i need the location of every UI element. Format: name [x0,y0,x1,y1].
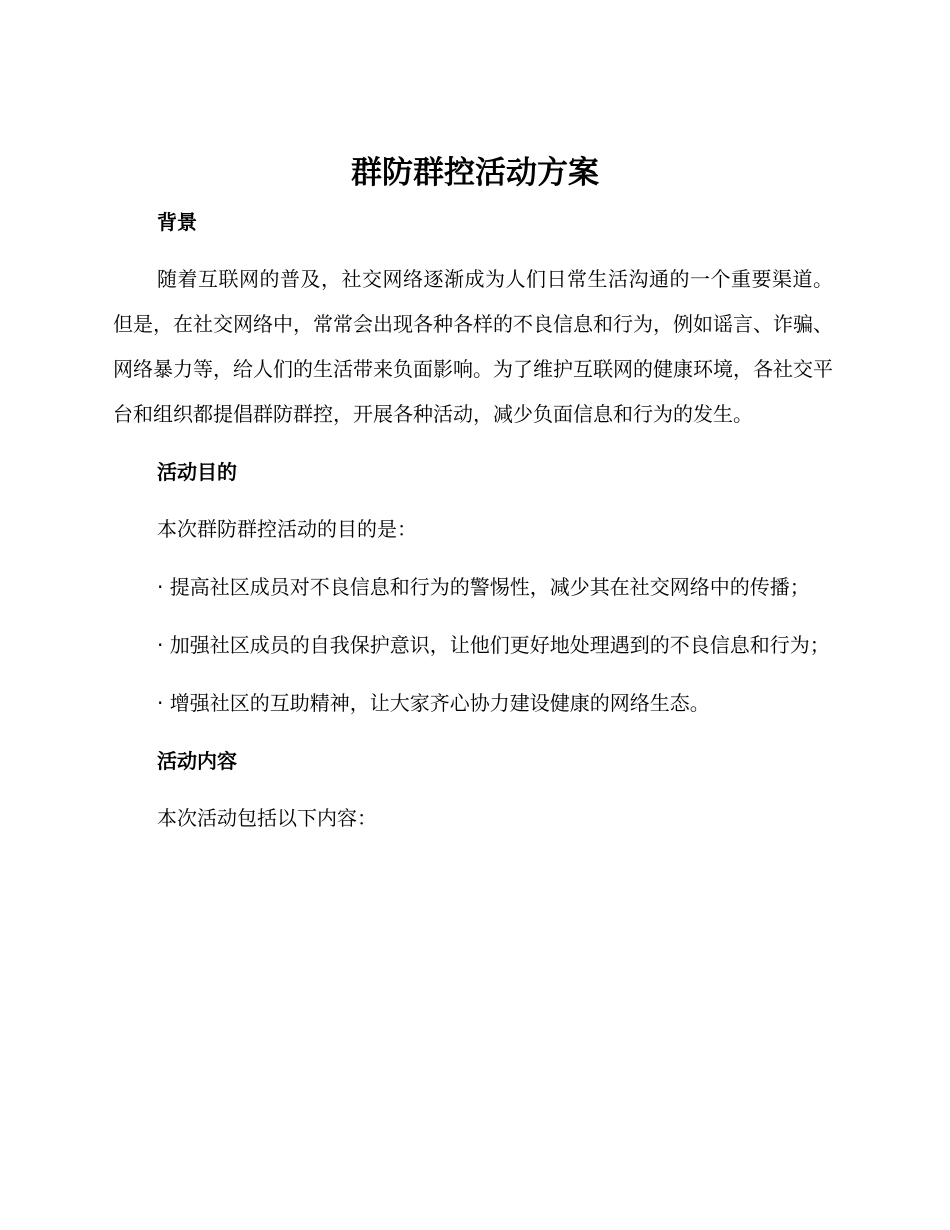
paragraph: 本次活动包括以下内容： [157,806,377,830]
bullet-item: · 增强社区的互助精神，让大家齐心协力建设健康的网络生态。 [157,691,710,715]
section-heading: 活动内容 [157,749,237,773]
bullet-item: · 加强社区成员的自我保护意识，让他们更好地处理遇到的不良信息和行为； [157,633,830,657]
paragraph: 随着互联网的普及，社交网络逐渐成为人们日常生活沟通的一个重要渠道。但是，在社交网络中，常常会出现各种各样的不良信息和行为，例如谣言、诈骗、网络暴力等，给人们的生活带来负面影响。为了维护互联网的健康环境，各社交平台和组织都提倡群防群控，开展各种活动，减少负面信息和行为的发生。 [113,267,833,426]
paragraph: 本次群防群控活动的目的是： [157,517,417,541]
section-background [113,200,833,437]
document-title: 群防群控活动方案 [351,155,599,191]
section-purpose [113,450,833,726]
document-body [113,200,833,854]
section-heading: 活动目的 [157,460,237,484]
bullet-item: · 提高社区成员对不良信息和行为的警惕性，减少其在社交网络中的传播； [157,575,810,599]
section-heading: 背景 [157,210,197,234]
section-content [113,739,833,841]
